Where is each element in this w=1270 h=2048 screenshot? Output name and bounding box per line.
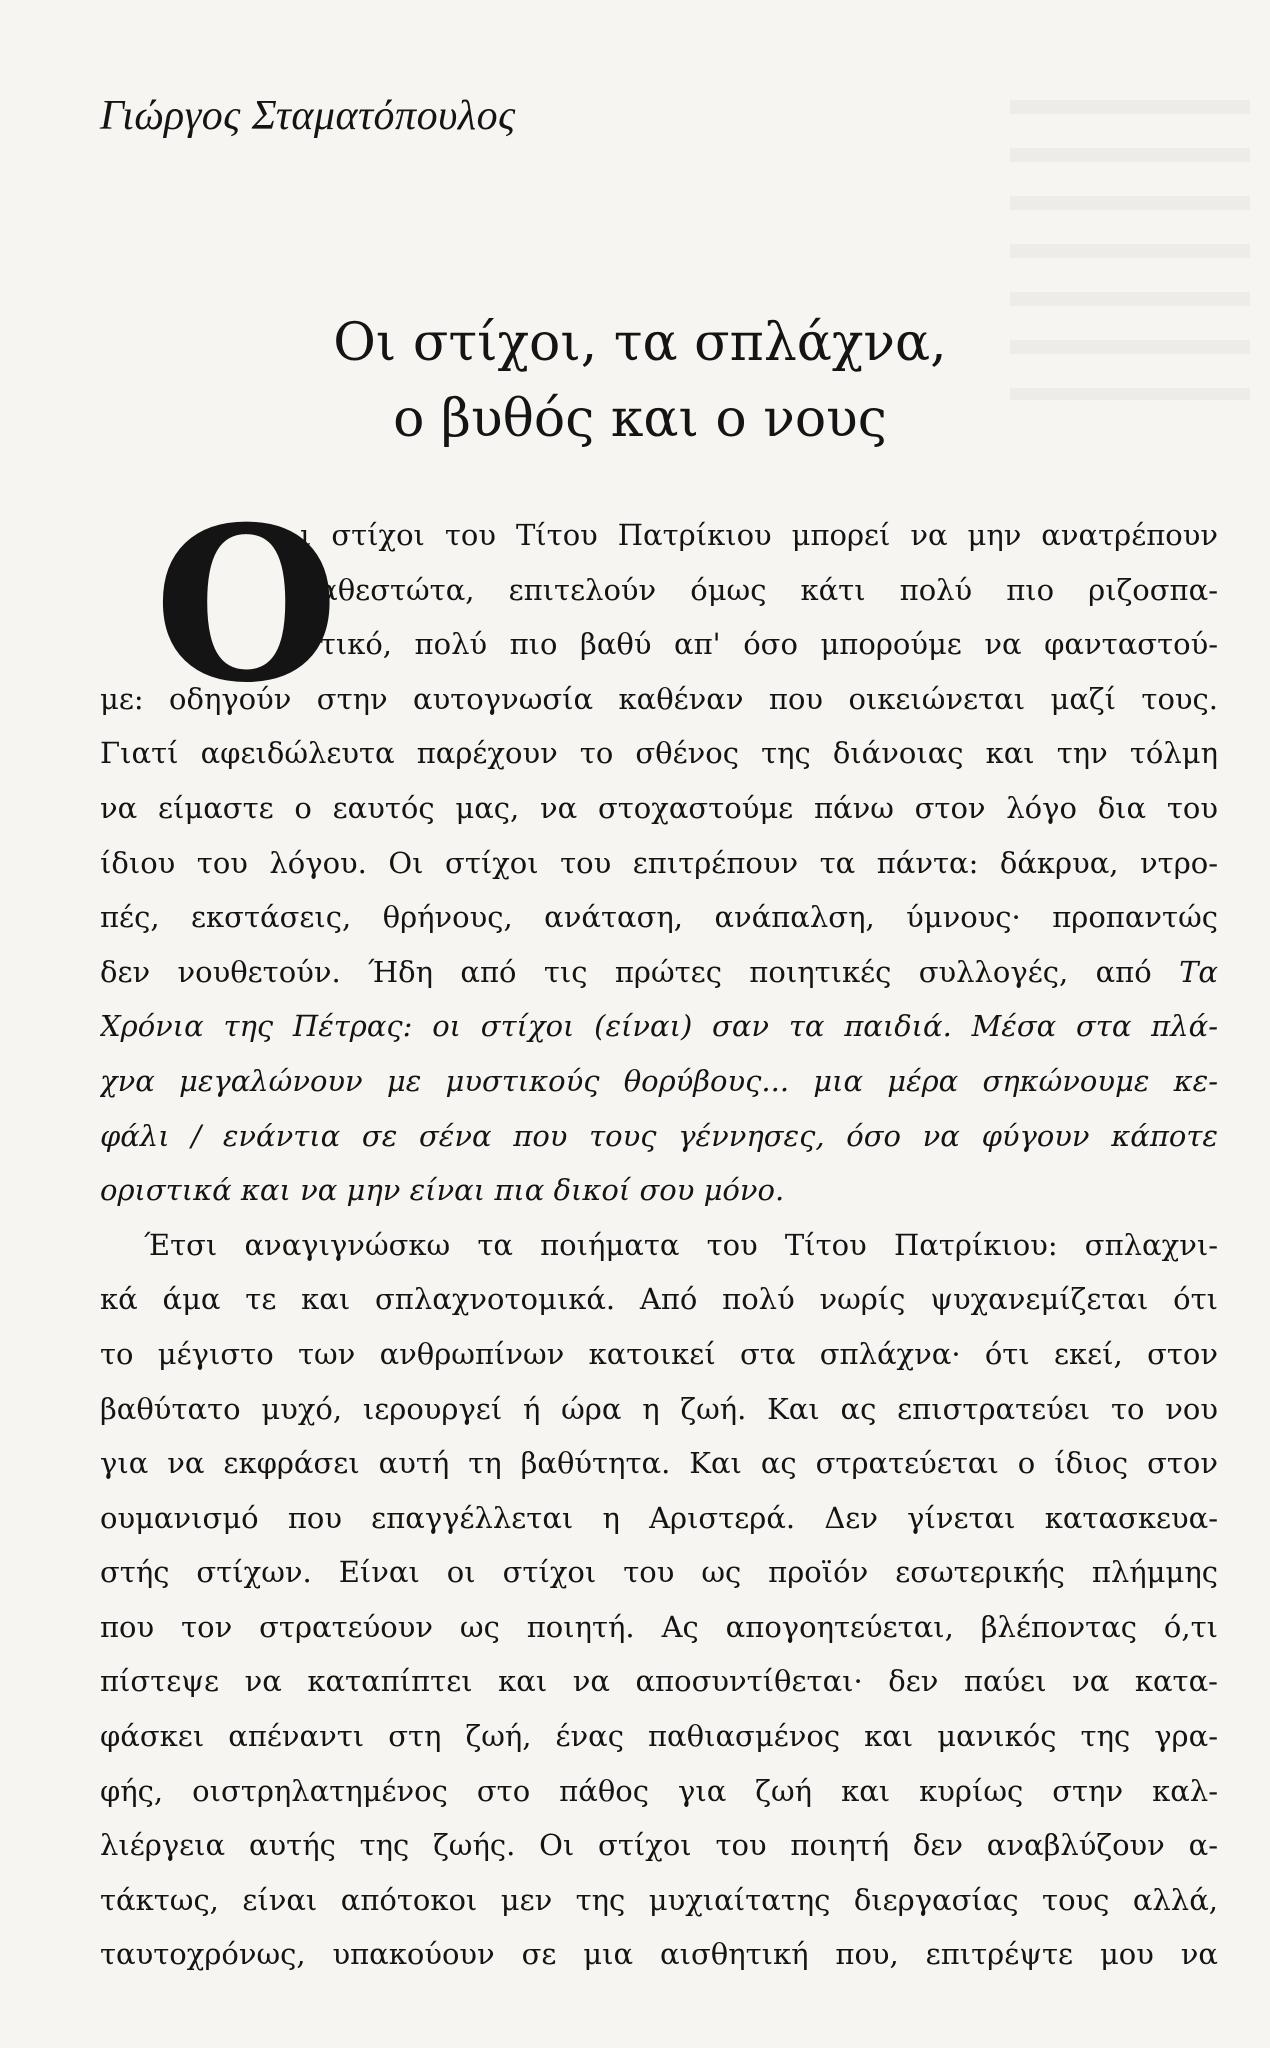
quote-line: οριστικά και να μην είναι πια δικοί σου μόνο.	[100, 1173, 785, 1208]
text-line: ουμανισμό που επαγγέλλεται η Αριστερά. Δεν γίνεται κατασκευα-	[100, 1500, 1218, 1535]
text-line: δεν νουθετούν. Ήδη από τις πρώτες ποιητικές συλλογές, από Τα	[100, 954, 1218, 989]
text-line: για να εκφράσει αυτή τη βαθύτητα. Και ας στρατεύεται ο ίδιος στον	[100, 1446, 1218, 1481]
title-line-1: Οι στίχοι, τα σπλάχνα,	[333, 313, 947, 373]
text-line: στικό, πολύ πιο βαθύ απ' όσο μπορούμε να φανταστού-	[300, 627, 1218, 662]
title-line-2: ο βυθός και ο νους	[393, 389, 887, 449]
text-line: στής στίχων. Είναι οι στίχοι του ως προϊόν εσωτερικής πλήμμης	[100, 1555, 1218, 1590]
text-line: πίστεψε να καταπίπτει και να αποσυντίθεται· δεν παύει να κατα-	[100, 1664, 1218, 1699]
text-line: φής, οιστρηλατημένος στο πάθος για ζωή και κυρίως στην καλ-	[100, 1773, 1218, 1808]
article-body	[100, 480, 1218, 1982]
text-line: φάσκει απέναντι στη ζωή, ένας παθιασμένος και μανικός της γρα-	[100, 1719, 1218, 1754]
quote-line: Χρόνια της Πέτρας: οι στίχοι (είναι) σαν τα παιδιά. Μέσα στα πλά-	[100, 1009, 1218, 1044]
text-line: Γιατί αφειδώλευτα παρέχουν το σθένος της διάνοιας και την τόλμη	[100, 736, 1218, 771]
text-line: κά άμα τε και σπλαχνοτομικά. Από πολύ νωρίς ψυχανεμίζεται ότι	[100, 1282, 1218, 1317]
drop-cap: Ο	[154, 480, 339, 729]
text-line: το μέγιστο των ανθρωπίνων κατοικεί στα σπλάχνα· ότι εκεί, στον	[100, 1336, 1218, 1371]
text-line: λιέργεια αυτής της ζωής. Οι στίχοι του ποιητή δεν αναβλύζουν α-	[100, 1828, 1218, 1863]
text-line: με: οδηγούν στην αυτογνωσία καθέναν που οικειώνεται μαζί τους.	[100, 681, 1218, 716]
text-line: ι στίχοι του Τίτου Πατρίκιου μπορεί να μην ανατρέπουν	[300, 518, 1218, 552]
text-line: Έτσι αναγιγνώσκω τα ποιήματα του Τίτου Πατρίκιου: σπλαχνι-	[144, 1227, 1218, 1262]
author-name: Γιώργος Σταματόπουλος	[100, 93, 516, 139]
quote-line: φάλι / ενάντια σε σένα που τους γέννησες, όσο να φύγουν κάποτε	[100, 1118, 1218, 1153]
text-line: να είμαστε ο εαυτός μας, να στοχαστούμε πάνω στον λόγο δια του	[100, 790, 1218, 825]
text-line: ίδιου του λόγου. Οι στίχοι του επιτρέπουν τα πάντα: δάκρυα, ντρο-	[100, 845, 1218, 880]
text-line: τάκτως, είναι απότοκοι μεν της μυχιαίτατης διεργασίας τους αλλά,	[100, 1882, 1218, 1917]
text-line: πές, εκστάσεις, θρήνους, ανάταση, ανάπαλση, ύμνους· προπαντώς	[100, 900, 1218, 935]
quote-line: χνα μεγαλώνουν με μυστικούς θορύβους... μια μέρα σηκώνουμε κε-	[100, 1063, 1218, 1098]
text-line: ταυτοχρόνως, υπακούουν σε μια αισθητική που, επιτρέψτε μου να	[100, 1937, 1218, 1972]
text-line: που τον στρατεύουν ως ποιητή. Ας απογοητεύεται, βλέποντας ό,τι	[100, 1609, 1218, 1644]
text-line: καθεστώτα, επιτελούν όμως κάτι πολύ πιο ριζοσπα-	[300, 572, 1218, 607]
article-title	[220, 305, 1060, 457]
text-line: βαθύτατο μυχό, ιερουργεί ή ώρα η ζωή. Και ας επιστρατεύει το νου	[100, 1391, 1218, 1426]
